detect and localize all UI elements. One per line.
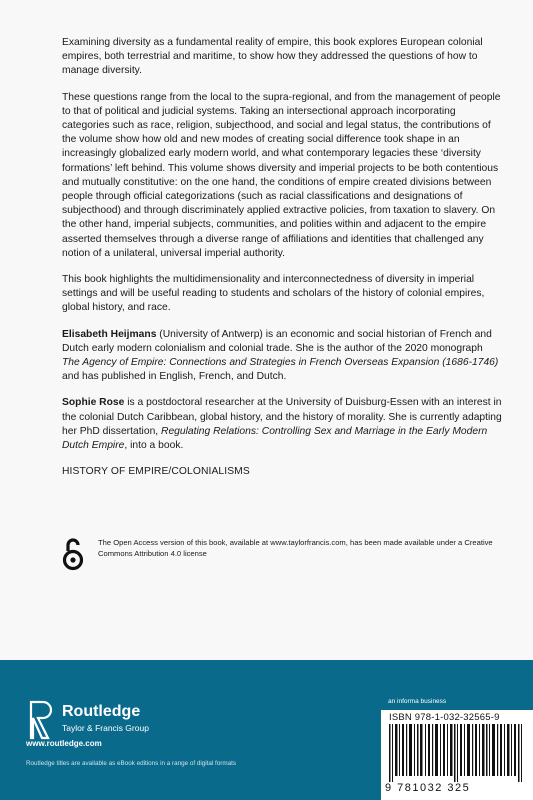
open-access-lock-icon bbox=[62, 537, 84, 571]
publisher-website: www.routledge.com bbox=[26, 739, 102, 748]
publisher-name: Routledge bbox=[62, 703, 141, 720]
author-bio-2-text: is a postdoctoral researcher at the University of Duisburg-Essen with an interest in the colonial Dutch Caribbean, global history, and the history of morality. She is currently adapting her PhD dissertation, bbox=[62, 397, 502, 437]
author-bio-1 bbox=[62, 328, 502, 385]
barcode-icon bbox=[387, 724, 527, 782]
author-2-book-title: Regulating Relations: Controlling Sex and Marriage in the Early Modern Dutch Empire bbox=[62, 425, 488, 452]
author-1-book-title: The Agency of Empire: Connections and Strategies in French Overseas Expansion (1686-1746) bbox=[62, 357, 499, 369]
informa-tagline: an informa business bbox=[388, 698, 447, 705]
author-bio-2-text-end: , into a book. bbox=[124, 440, 184, 452]
barcode-panel bbox=[381, 710, 533, 800]
blurb-paragraph-2: These questions range from the local to the supra-regional, and from the management of people to that of political and judicial systems. Taking an intersectional approach incorporating categories such as race, religion, subjecthood, and social and legal status, the contributions of the volume show how old and new modes of creating social difference took shape in an increasingly globalized early modern world, and what contemporary legacies these ‘diversity formations’ left behind. This volume shows diversity and imperial projects to be both contentious and mutually constitutive: on the one hand, the conditions of empire created divisions between people through official categorizations (such as racial classifications and designations of subjecthood) and through discriminately applied extractive policies, from taxation to slavery. On the other hand, imperial subjects, communities, and polities within and adjacent to the empire asserted themselves through a diverse range of affiliations and identities that challenged any notion of a unilateral, universal imperial authority. bbox=[62, 91, 501, 259]
isbn-label: ISBN 978-1-032-32565-9 bbox=[389, 712, 500, 723]
routledge-r-logo-icon bbox=[28, 700, 54, 740]
author-bio-2 bbox=[62, 396, 502, 453]
publisher-group: Taylor & Francis Group bbox=[62, 723, 149, 733]
open-access-note bbox=[62, 537, 502, 577]
author-name-2: Sophie Rose bbox=[62, 397, 125, 409]
author-name-1: Elisabeth Heijmans bbox=[62, 328, 157, 340]
blurb bbox=[62, 36, 502, 479]
series-title: HISTORY OF EMPIRE/COLONIALISMS bbox=[62, 466, 250, 478]
blurb-paragraph-3: This book highlights the multidimensionality and interconnectedness of diversity in imperial settings and will be useful reading to students and scholars of the history of colonial empires, global history, and race. bbox=[62, 274, 485, 314]
ebook-note: Routledge titles are available as eBook editions in a range of digital formats bbox=[26, 760, 237, 767]
publisher-footer bbox=[0, 660, 533, 800]
barcode-digits: 9 781032 325 bbox=[385, 782, 471, 794]
author-bio-1-text-end: and has published in English, French, and Dutch. bbox=[62, 371, 287, 383]
blurb-paragraph-1: Examining diversity as a fundamental reality of empire, this book explores European colonial empires, both terrestrial and maritime, to show how they addressed the questions of how to manage diversity. bbox=[62, 37, 483, 77]
author-bio-1-text: (University of Antwerp) is an economic and social historian of French and Dutch early modern colonialism and colonial trade. She is the author of the 2020 monograph bbox=[62, 328, 492, 354]
open-access-text: The Open Access version of this book, available at www.taylorfrancis.com, has been made available under a Creative Commons Attribution 4.0 license bbox=[98, 538, 493, 558]
